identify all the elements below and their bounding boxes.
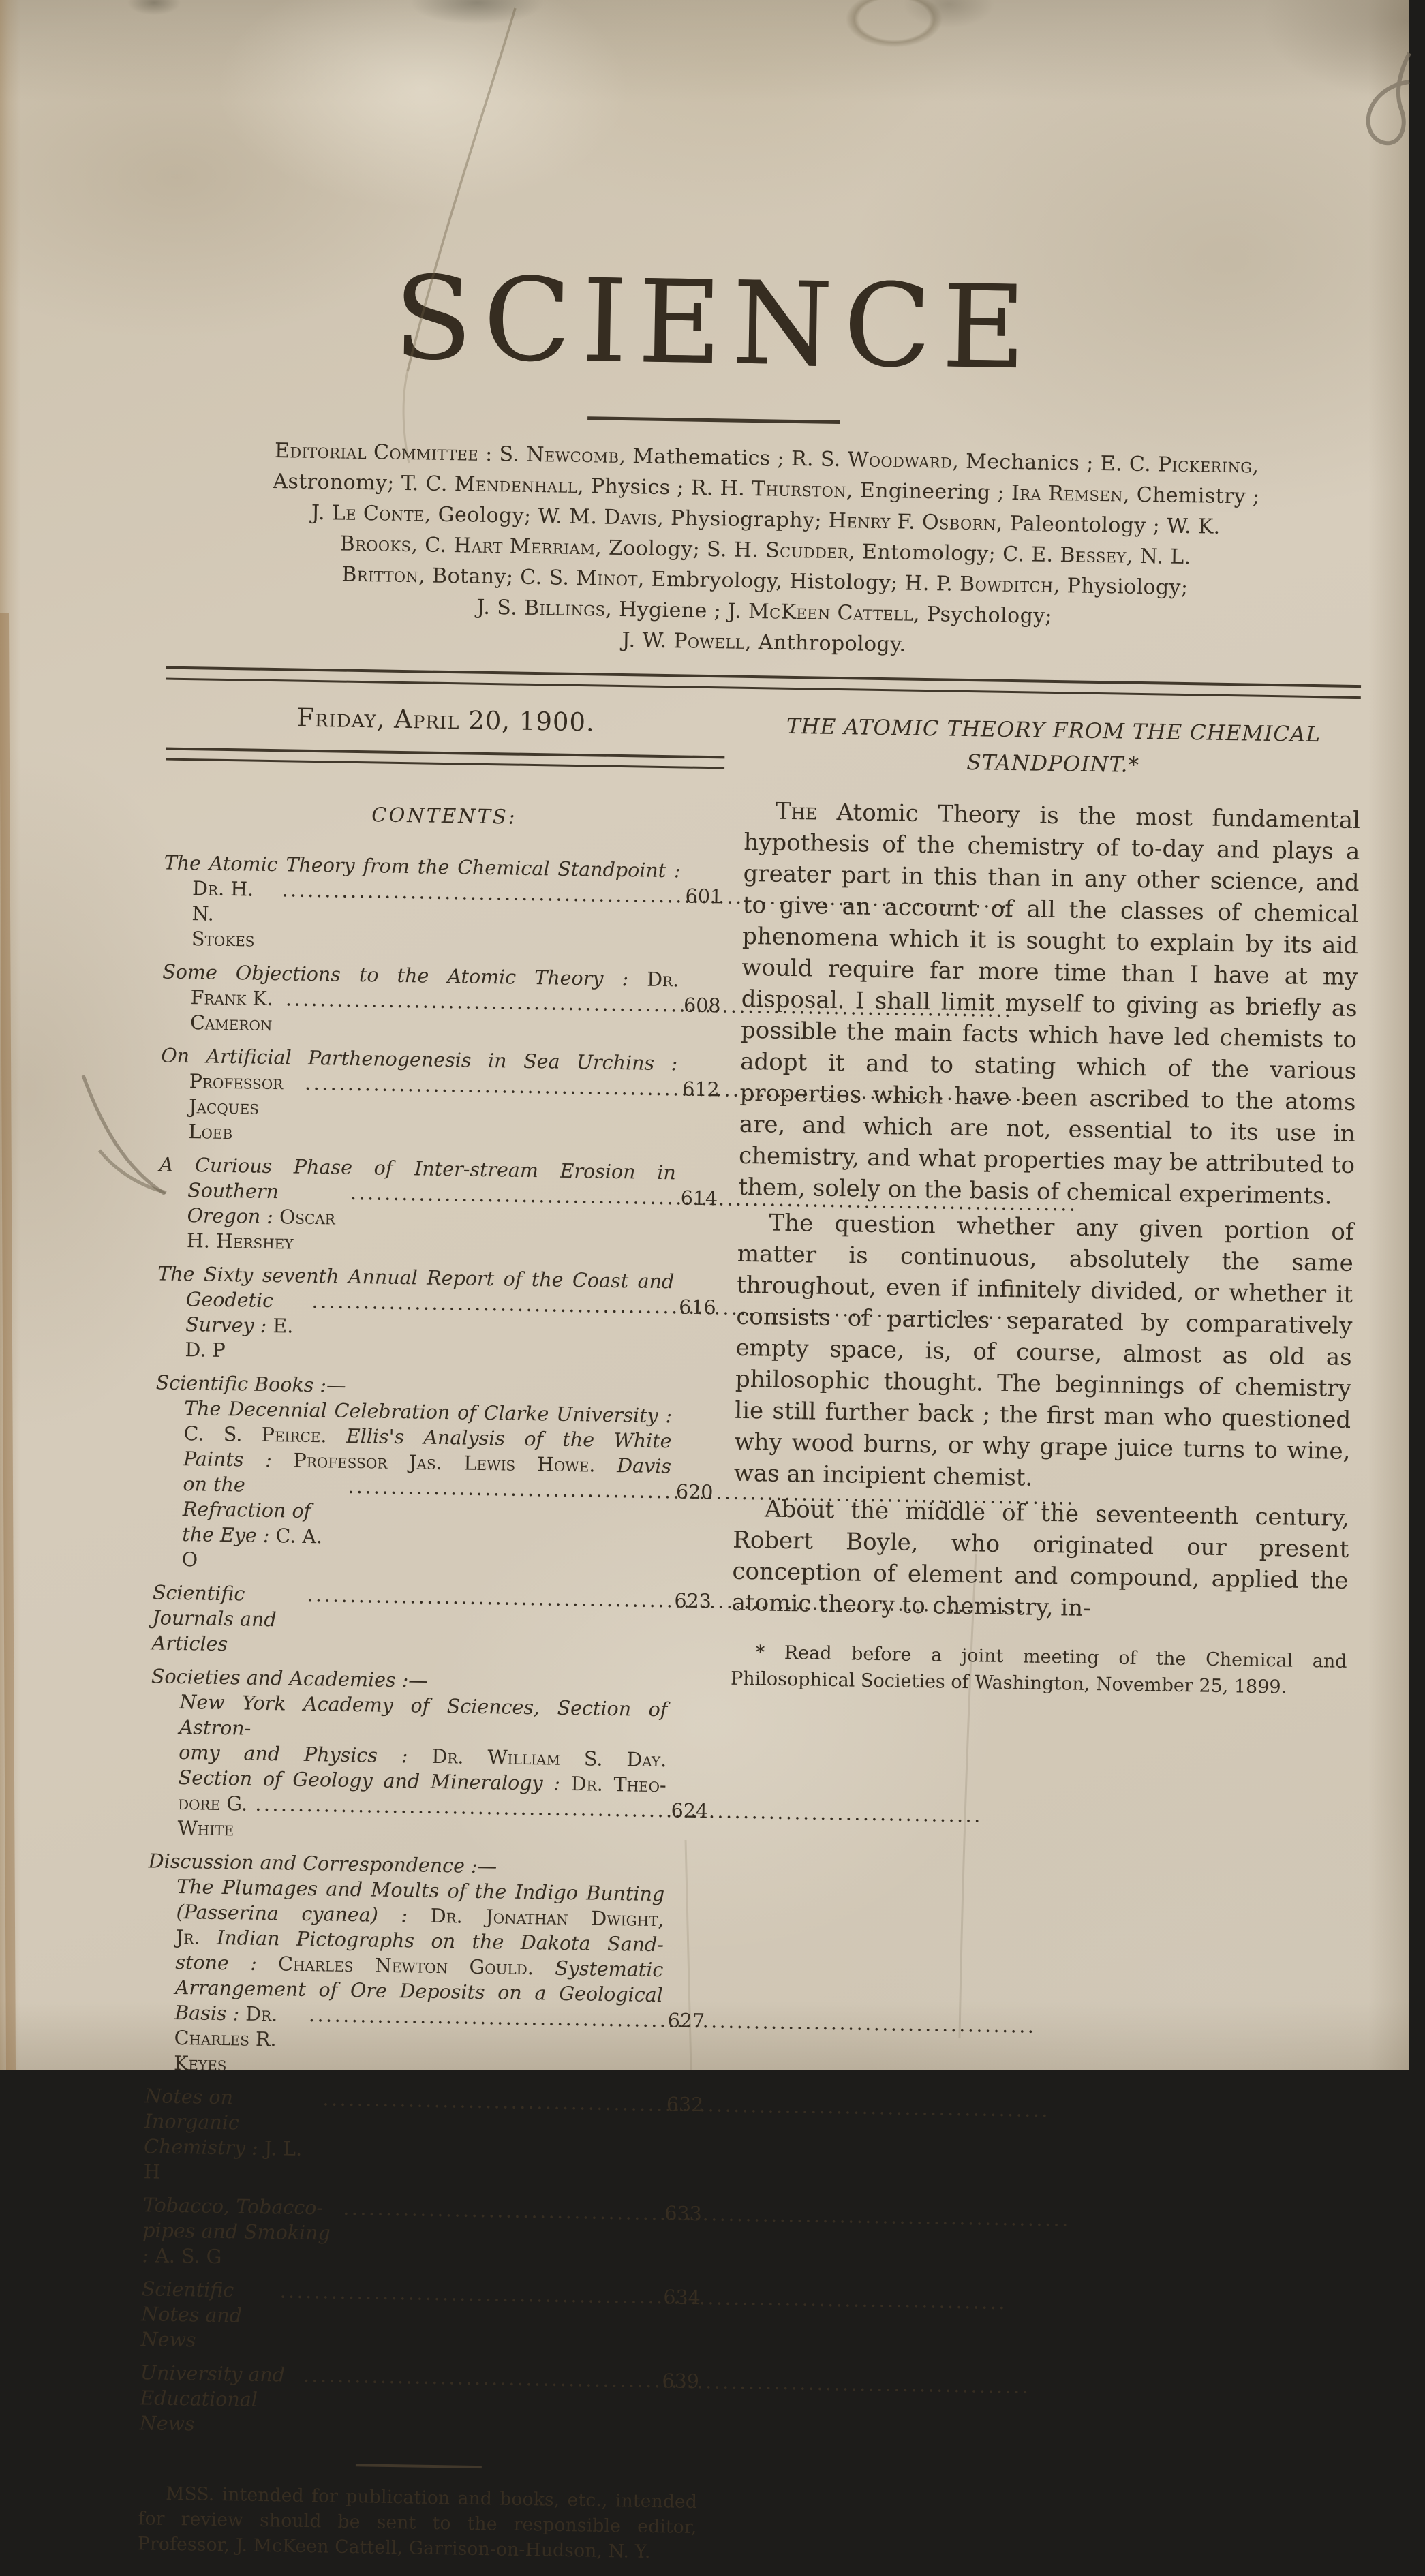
- two-column-layout: [0, 677, 1414, 2576]
- toc-page-number: 620: [675, 1480, 714, 1504]
- text-segment: Frank K. Cameron: [189, 986, 274, 1036]
- toc-text: [142, 2192, 340, 2271]
- text-segment: Britton: [341, 562, 419, 588]
- toc-entry: [156, 1261, 716, 1370]
- text-segment: , Paleontology ;: [996, 511, 1167, 538]
- toc-entry: [140, 2360, 700, 2444]
- article-paragraph: [731, 1493, 1349, 1628]
- text-segment: The question whether any given portion of matter is continuous, absolutely the same throughout, even if infinitely divided, or whether it consists of particles separated by comparatively empty space, is, of course, almost as old as philosophic thought. The beginnings of chemistry lie still further back ; the first man who questioned why wood burns, or why grape juice turns to wine, was an incipient chemist.: [733, 1209, 1354, 1492]
- mss-note: MSS. intended for publication and books, etc., intended for review should be sent to the responsible editor, Professor, J. McKeen Cattell, Garrison-on-Hudson, N. Y.: [137, 2483, 698, 2563]
- text-segment: , Mathematics ;: [619, 444, 792, 471]
- toc-line: [152, 1580, 712, 1664]
- toc-page-number: 624: [671, 1799, 709, 1823]
- text-segment: Tobacco, Tobacco-pipes and Smoking :: [142, 2194, 331, 2267]
- text-segment: , Physiology;: [1053, 573, 1189, 600]
- text-segment: C. E. Bessey, N. L.: [1002, 542, 1191, 570]
- text-segment: Indian Pictographs on the Dakota Sand-: [216, 1926, 664, 1957]
- toc-entry: [162, 960, 722, 1044]
- toc-entry: [153, 1370, 715, 1580]
- text-segment: Ellis's Analysis of the White: [346, 1424, 672, 1453]
- text-segment: , Engineering ;: [846, 478, 1012, 505]
- toc-text: [179, 1689, 668, 1747]
- article-body: [731, 795, 1360, 1628]
- toc-text: [191, 876, 279, 953]
- text-segment: (Passerina cyanea) :: [176, 1900, 431, 1927]
- toc-page-number: 634: [663, 2286, 701, 2310]
- toc-entry: [149, 1663, 710, 1849]
- text-segment: The Sixty seventh Annual Report of the Coast and: [157, 1262, 675, 1293]
- toc-text: [156, 1370, 346, 1398]
- text-segment: W. K.: [1166, 514, 1221, 539]
- toc-dot-leader: [343, 2196, 660, 2226]
- toc-dot-leader: [322, 2086, 661, 2117]
- text-segment: Arrangement of Ore Deposits on a Geological: [174, 1976, 664, 2007]
- text-segment: Southern Oregon :: [187, 1179, 280, 1229]
- text-segment: Dr.: [646, 968, 679, 992]
- text-segment: , Geology;: [424, 502, 538, 529]
- text-segment: Charles Newton Gould.: [277, 1952, 555, 1980]
- article-title-line1: THE ATOMIC THEORY FROM THE CHEMICAL: [786, 714, 1321, 748]
- toc-entry: [143, 2083, 703, 2193]
- toc-page-number: 632: [666, 2093, 704, 2117]
- text-segment: University and Educational News: [139, 2361, 286, 2436]
- text-segment: Professor Jas. Lewis Howe.: [293, 1449, 617, 1477]
- text-segment: T. C. Mendenhall: [401, 471, 578, 498]
- text-segment: Systematic: [554, 1957, 664, 1982]
- toc-dot-leader: [307, 1582, 669, 1613]
- text-segment: C. S. Minot: [520, 565, 639, 592]
- toc-text: [151, 1663, 428, 1693]
- contents-heading: CONTENTS:: [371, 803, 517, 829]
- toc-dot-leader: [311, 1289, 674, 1319]
- text-segment: Dr. Charles R. Keyes: [173, 2002, 278, 2076]
- text-segment: J. Le Conte: [311, 500, 425, 527]
- text-segment: ,: [1252, 454, 1259, 478]
- toc-page-number: 633: [664, 2202, 703, 2226]
- article-title: [745, 709, 1362, 786]
- text-segment: on the Refraction of the Eye :: [182, 1473, 311, 1548]
- text-segment: Notes on Inorganic Chemistry :: [143, 2085, 265, 2160]
- text-segment: S. Newcomb: [499, 442, 619, 468]
- text-segment: dore G. White: [177, 1792, 248, 1841]
- journal-title: SCIENCE: [393, 251, 1038, 395]
- toc-page-number: 627: [667, 2009, 705, 2033]
- toc-text: [174, 2000, 307, 2078]
- toc-line: [143, 2083, 703, 2193]
- text-segment: , Anthropology.: [744, 630, 906, 657]
- text-segment: R. S. Woodward: [791, 446, 953, 474]
- toc-line: [145, 1999, 705, 2084]
- date-rule: [166, 748, 724, 769]
- text-segment: Oscar H. Hershey: [186, 1206, 336, 1254]
- toc-line: [149, 1790, 708, 1849]
- toc-dot-leader: [303, 2363, 657, 2393]
- toc-page-number: 601: [685, 885, 723, 908]
- toc-line: [153, 1471, 713, 1580]
- text-segment: On Artificial Parthenogenesis in Sea Urchins :: [161, 1044, 678, 1075]
- text-segment: , Chemistry ;: [1122, 482, 1260, 509]
- toc-entry: [152, 1580, 712, 1664]
- text-segment: Discussion and Correspondence :—: [148, 1850, 497, 1878]
- toc-dot-leader: [309, 2002, 663, 2033]
- toc-dot-leader: [350, 1180, 676, 1210]
- text-segment: Jr.: [175, 1925, 217, 1949]
- text-segment: The Decennial Celebration of Clarke University :: [183, 1397, 673, 1428]
- text-segment: Henry F. Osborn: [828, 508, 996, 536]
- text-segment: E. D. P: [185, 1315, 294, 1362]
- text-segment: Scientific Notes and News: [140, 2278, 243, 2352]
- text-segment: , Physiography;: [657, 506, 829, 533]
- toc-entry: [159, 1043, 720, 1152]
- text-segment: A. S. G: [155, 2244, 222, 2269]
- text-segment: Ira Remsen: [1011, 480, 1124, 507]
- toc-text: [140, 2360, 301, 2438]
- toc-line: [140, 2360, 700, 2444]
- toc-text: [143, 2083, 320, 2187]
- toc-page-number: 614: [680, 1186, 718, 1210]
- toc-line: [156, 1286, 716, 1370]
- text-segment: J. S. Billings: [476, 595, 606, 622]
- toc-page-number: 612: [682, 1077, 720, 1101]
- text-segment: The Plumages and Moults of the Indigo Bunting: [176, 1875, 665, 1906]
- text-segment: , Hygiene ;: [605, 597, 729, 624]
- text-segment: Editorial Committee :: [274, 438, 500, 467]
- toc-line: [159, 1068, 720, 1152]
- toc-line: [163, 876, 723, 960]
- toc-page-number: 639: [662, 2370, 700, 2393]
- text-segment: , Physics ;: [577, 474, 692, 500]
- text-segment: , Embryology, Histology;: [637, 567, 905, 596]
- text-segment: J. L. H: [143, 2137, 303, 2183]
- text-segment: , Zoology;: [594, 536, 707, 562]
- toc-text: [152, 1580, 305, 1657]
- text-segment: , Mechanics ;: [951, 449, 1101, 476]
- toc-text: [190, 985, 283, 1037]
- toc-dot-leader: [286, 986, 679, 1017]
- toc-text: [187, 1178, 348, 1256]
- toc-dot-leader: [305, 1071, 677, 1102]
- text-segment: omy and Physics :: [179, 1741, 432, 1768]
- toc-line: [140, 2276, 701, 2361]
- left-column: [138, 701, 726, 2566]
- toc-page-number: 608: [683, 994, 721, 1017]
- text-segment: Paints :: [183, 1447, 294, 1472]
- article-title-line2: STANDPOINT.*: [966, 750, 1140, 778]
- toc-text: [177, 1790, 252, 1842]
- text-segment: Davis: [617, 1454, 672, 1478]
- text-segment: Dr. H. N. Stokes: [191, 877, 255, 951]
- toc-entry: [158, 1152, 718, 1261]
- text-segment: C. A. O: [181, 1524, 323, 1571]
- contents-list: [140, 850, 723, 2445]
- text-segment: Dr. Theo-: [570, 1773, 666, 1797]
- text-segment: A Curious Phase of Inter-stream Erosion in: [159, 1153, 676, 1184]
- text-segment: Scientific Journals and Articles: [151, 1581, 277, 1656]
- text-segment: H. P. Bowditch: [904, 571, 1054, 598]
- text-segment: Section of Geology and Mineralogy :: [178, 1766, 572, 1796]
- toc-line: [151, 1689, 710, 1748]
- toc-entry: [142, 2192, 702, 2277]
- text-segment: Dr. Jonathan Dwight,: [430, 1904, 664, 1931]
- toc-line: [142, 2192, 702, 2277]
- issue-date: Friday, April 20, 1900.: [296, 703, 596, 737]
- article-paragraph: [733, 1207, 1353, 1499]
- toc-line: [162, 984, 721, 1043]
- text-segment: The: [775, 797, 837, 827]
- text-segment: W. M. Davis: [538, 504, 658, 530]
- text-segment: C. S. Peirce.: [183, 1422, 347, 1447]
- article-paragraph: [738, 795, 1360, 1212]
- toc-text: [140, 2276, 277, 2354]
- toc-entry: [145, 1848, 707, 2084]
- toc-line: [158, 1177, 718, 1261]
- toc-page-number: 616: [678, 1295, 716, 1319]
- text-segment: Atomic Theory is the most fundamental hypothesis of the chemistry of to-day and plays a greater part in this than in any other science, and to give an account of all the classes of chemical phenomena which it is sought to explain by its aid would require far more time than I have at my disposal. I shall limit myself to giving as briefly as possible the main facts which have led chemists to adopt it and to stating which of the various properties which have been ascribed to the atoms are, and which are not, essential to its use in chemistry, and what properties may be attributed to them, solely on the basis of chemical experiments.: [738, 799, 1361, 1210]
- text-segment: J. McKeen Cattell: [727, 599, 914, 626]
- text-segment: Some Objections to the Atomic Theory :: [162, 960, 647, 991]
- contents-end-rule: [355, 2464, 481, 2468]
- text-segment: , Entomology;: [848, 540, 1003, 566]
- toc-page-number: 623: [674, 1589, 712, 1613]
- text-segment: The Atomic Theory from the Chemical Standpoint :: [164, 851, 681, 883]
- text-segment: About the middle of the seventeenth century, Robert Boyle, who originated our present conception of element and compound, applied the atomic theory to chemistry, in-: [731, 1495, 1350, 1623]
- text-segment: Brooks, C. Hart Merriam: [339, 532, 596, 560]
- toc-text: [185, 1287, 309, 1364]
- right-column: [731, 709, 1362, 1702]
- toc-dot-leader: [281, 877, 680, 908]
- toc-dot-leader: [279, 2278, 658, 2310]
- text-segment: Basis :: [174, 2001, 246, 2025]
- text-segment: S. H. Scudder: [706, 537, 849, 564]
- text-segment: Professor Jacques Loeb: [188, 1070, 284, 1144]
- toc-text: [181, 1471, 345, 1575]
- text-segment: Astronomy;: [273, 469, 402, 495]
- text-segment: J. W. Powell: [622, 628, 746, 654]
- text-segment: E. C. Pickering: [1100, 452, 1253, 478]
- text-segment: , Botany;: [418, 564, 521, 589]
- text-segment: stone :: [175, 1950, 279, 1976]
- text-segment: Dr. William S. Day.: [431, 1745, 667, 1772]
- text-segment: R. H. Thurston: [690, 476, 847, 503]
- text-segment: Scientific Books :—: [155, 1371, 346, 1397]
- text-segment: , Psychology;: [913, 602, 1053, 628]
- text-segment: Geodetic Survey :: [185, 1288, 274, 1338]
- article-footnote: * Read before a joint meeting of the Chemical and Philosophical Societies of Washington, November 25, 1899.: [730, 1642, 1347, 1698]
- toc-entry: [140, 2276, 701, 2361]
- text-segment: Societies and Academies :—: [151, 1665, 429, 1692]
- toc-text: [188, 1069, 302, 1146]
- committee-block: [166, 434, 1365, 668]
- text-segment: New York Academy of Sciences, Section of Astron-: [179, 1691, 668, 1740]
- toc-entry: [163, 850, 723, 960]
- title-rule: [587, 416, 840, 424]
- toc-dot-leader: [348, 1474, 671, 1504]
